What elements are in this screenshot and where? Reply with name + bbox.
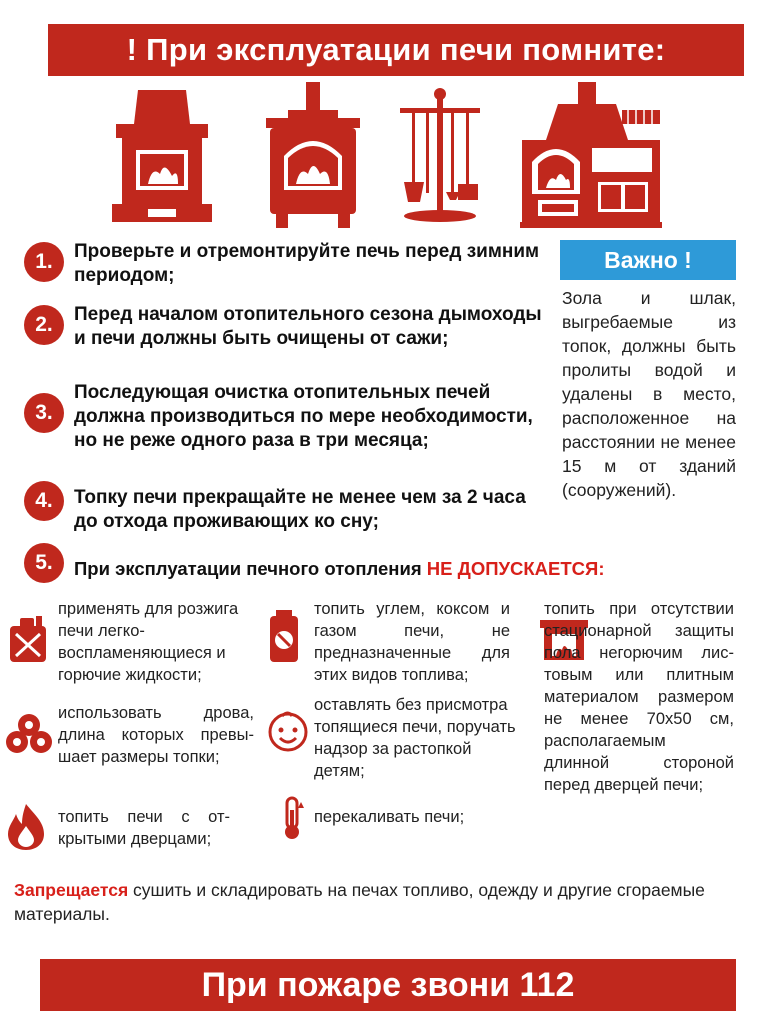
prohibition-open-doors: топить печи с открытыми дверцами; [58, 808, 230, 848]
fuel-bag-icon [266, 610, 302, 664]
fire-tools-illustration [390, 82, 490, 230]
rule-number: 5. [24, 543, 64, 583]
jerrycan-icon [6, 614, 50, 664]
prohibition-floor-protection: топить при отсутствии стационарной защиты пола негорючим листовым или плитным материалом размером не менее 70х50 см, располагаемым длинной стороной перед дверцей печи; [544, 600, 734, 794]
page-title: ! При эксплуатации печи помните: [48, 24, 744, 76]
rule-text: Проверьте и отремонтируйте печь перед зимним периодом; [74, 241, 540, 286]
prohibition-floor-protection-intro [544, 598, 734, 796]
storage-prohibition-note [14, 878, 758, 926]
stove-illustration [258, 82, 368, 230]
prohibition-wrong-fuel: топить углем, коксом и газом печи, не предназначенные для этих видов топлива; [314, 600, 510, 684]
rule-number: 1. [24, 242, 64, 282]
prohibition-unattended: оставлять без присмотра топящиеся печи, поручать надзор за растопкой детям; [314, 696, 516, 780]
important-heading: Важно ! [560, 240, 736, 280]
prohibitions-heading [74, 556, 604, 582]
prohibition-overheat: перекаливать печи; [314, 808, 465, 826]
storage-prohibition-text: сушить и складировать на печах топливо, одежду и другие сгораемые материалы. [14, 880, 705, 924]
prohibition-flammable-liquids: применять для розжига печи легковоспламеняющиеся и горючие жидкости; [58, 600, 239, 684]
rule-text: Перед началом отопительного сезона дымоходы и печи должны быть очищены от сажи; [74, 304, 542, 349]
thermometer-icon [280, 796, 306, 840]
firewood-icon [4, 712, 54, 756]
emergency-call-banner: При пожаре звони 112 [40, 959, 736, 1011]
prohibition-long-firewood: использовать дрова, длина которых превышает размеры топки; [58, 704, 254, 766]
not-allowed-label: НЕ ДОПУСКАЕТСЯ: [426, 558, 605, 579]
prohibitions-heading-text: При эксплуатации печного отопления [74, 558, 427, 579]
rule-number: 4. [24, 481, 64, 521]
fireplace-illustration [108, 82, 216, 230]
rule-number: 3. [24, 393, 64, 433]
forbidden-label: Запрещается [14, 880, 129, 900]
child-face-icon [266, 708, 310, 752]
rule-text: Топку печи прекращайте не менее чем за 2 часа до отхода проживающих ко сну; [74, 487, 526, 532]
important-text: Зола и шлак, выгребаемые из топок, должны быть пролиты водой и удалены в место, расположенное на расстоянии не менее 15 м от зданий (сооружений). [562, 288, 736, 500]
flame-icon [4, 802, 48, 852]
russian-oven-illustration [518, 82, 664, 230]
rule-number: 2. [24, 305, 64, 345]
rule-text: Последующая очистка отопительных печей должна производиться по мере необходимости, но не реже одного раза в три месяца; [74, 382, 533, 451]
